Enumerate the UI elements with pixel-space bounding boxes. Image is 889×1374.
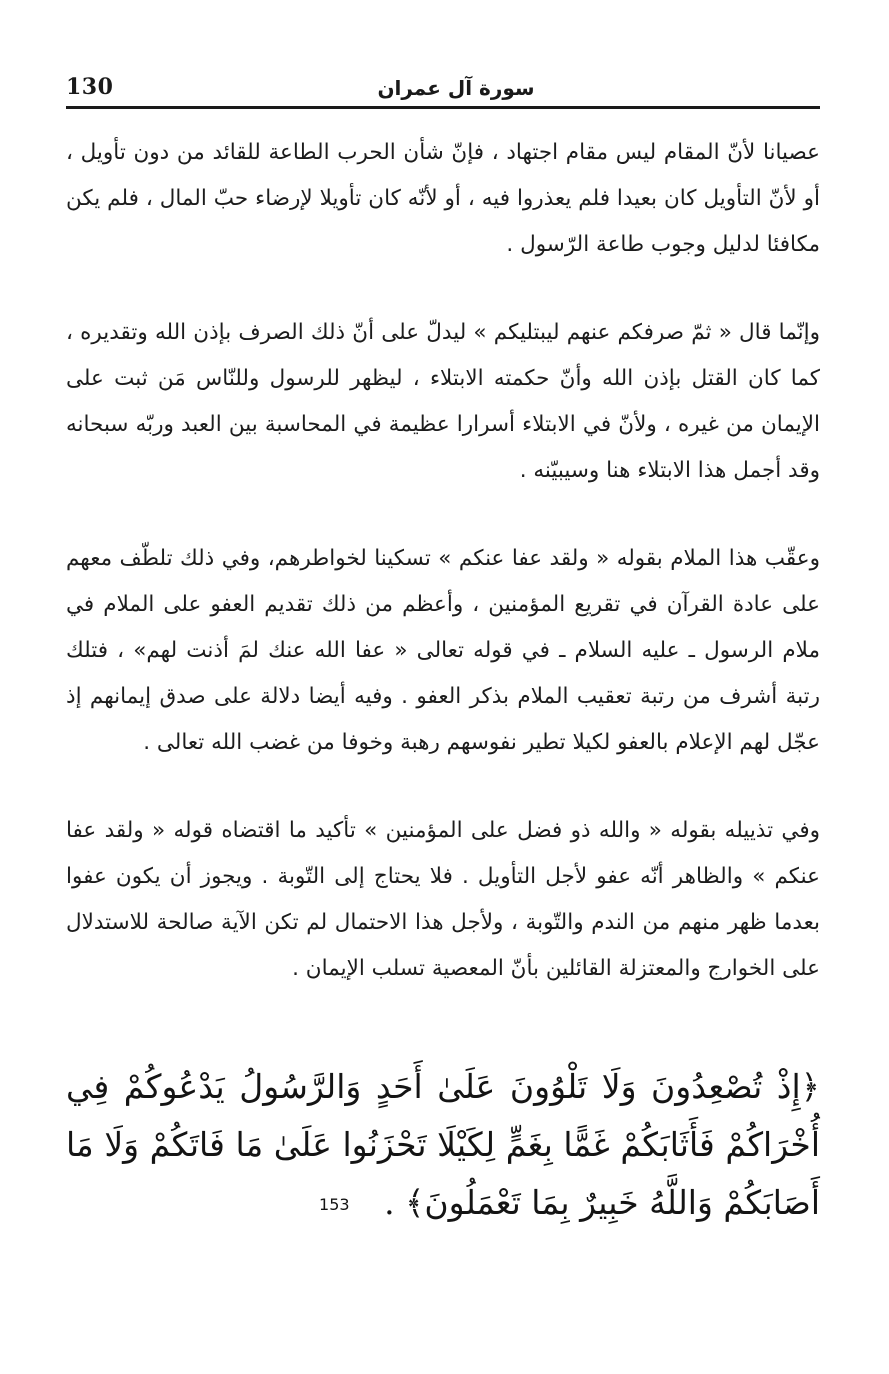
paragraph-3: وعقّب هذا الملام بقوله « ولقد عفا عنكم » تسكينا لخواطرهم، وفي ذلك تلطّف معهم على عادة القرآن في تقريع المؤمنين ، وأعظم من ذلك تقديم العفو على الملام في ملام الرسول ـ عليه السلام ـ في قوله تعالى « عفا الله عنك لمَ أذنت لهم» ، فتلك رتبة أشرف من رتبة تعقيب الملام بذكر العفو . وفيه أيضا دلالة على صدق إيمانهم إذ عجّل لهم الإعلام بالعفو لكيلا تطير نفوسهم رهبة وخوفا من غضب الله تعالى . bbox=[66, 546, 820, 755]
verse-number: 153 bbox=[319, 1195, 350, 1214]
paragraph-1: عصيانا لأنّ المقام ليس مقام اجتهاد ، فإنّ شأن الحرب الطاعة للقائد من دون تأويل ، أو لأنّ التأويل كان بعيدا فلم يعذروا فيه ، أو لأنّه كان تأويلا لإرضاء حبّ المال ، فلم يكن مكافئا لدليل وجوب طاعة الرّسول . bbox=[66, 140, 820, 257]
paragraph-2: وإنّما قال « ثمّ صرفكم عنهم ليبتليكم » ليدلّ على أنّ ذلك الصرف بإذن الله وتقديره ، كما كان القتل بإذن الله وأنّ حكمته الابتلاء ، ليظهر للرسول وللنّاس مَن ثبت على الإيمان من غيره ، ولأنّ في الابتلاء أسرارا عظيمة في المحاسبة بين العبد وربّه سبحانه وقد أجمل هذا الابتلاء هنا وسيبيّنه . bbox=[66, 320, 820, 483]
page-header bbox=[66, 70, 820, 106]
quran-verse bbox=[66, 1058, 820, 1234]
header-rule bbox=[66, 106, 820, 109]
commentary-body bbox=[66, 130, 820, 1034]
paragraph-4: وفي تذييله بقوله « والله ذو فضل على المؤمنين » تأكيد ما اقتضاه قوله « ولقد عفا عنكم » والظاهر أنّه عفو لأجل التأويل . فلا يحتاج إلى التّوبة . ويجوز أن يكون عفوا بعدما ظهر منهم من الندم والتّوبة ، ولأجل هذا الاحتمال لم تكن الآية صالحة للاستدلال على الخوارج والمعتزلة القائلين بأنّ المعصية تسلب الإيمان . bbox=[66, 818, 820, 981]
page-number: 130 bbox=[66, 74, 114, 100]
running-title: سورة آل عمران bbox=[377, 76, 535, 100]
verse-text: ﴿إِذْ تُصْعِدُونَ وَلَا تَلْوُونَ عَلَىٰ أَحَدٍ وَالرَّسُولُ يَدْعُوكُمْ فِي أُخْرَاكُمْ فَأَثَابَكُمْ غَمًّا بِغَمٍّ لِكَيْلَا تَحْزَنُوا عَلَىٰ مَا فَاتَكُمْ وَلَا مَا أَصَابَكُمْ وَاللَّهُ خَبِيرٌ بِمَا تَعْمَلُونَ﴾ . bbox=[66, 1067, 820, 1222]
